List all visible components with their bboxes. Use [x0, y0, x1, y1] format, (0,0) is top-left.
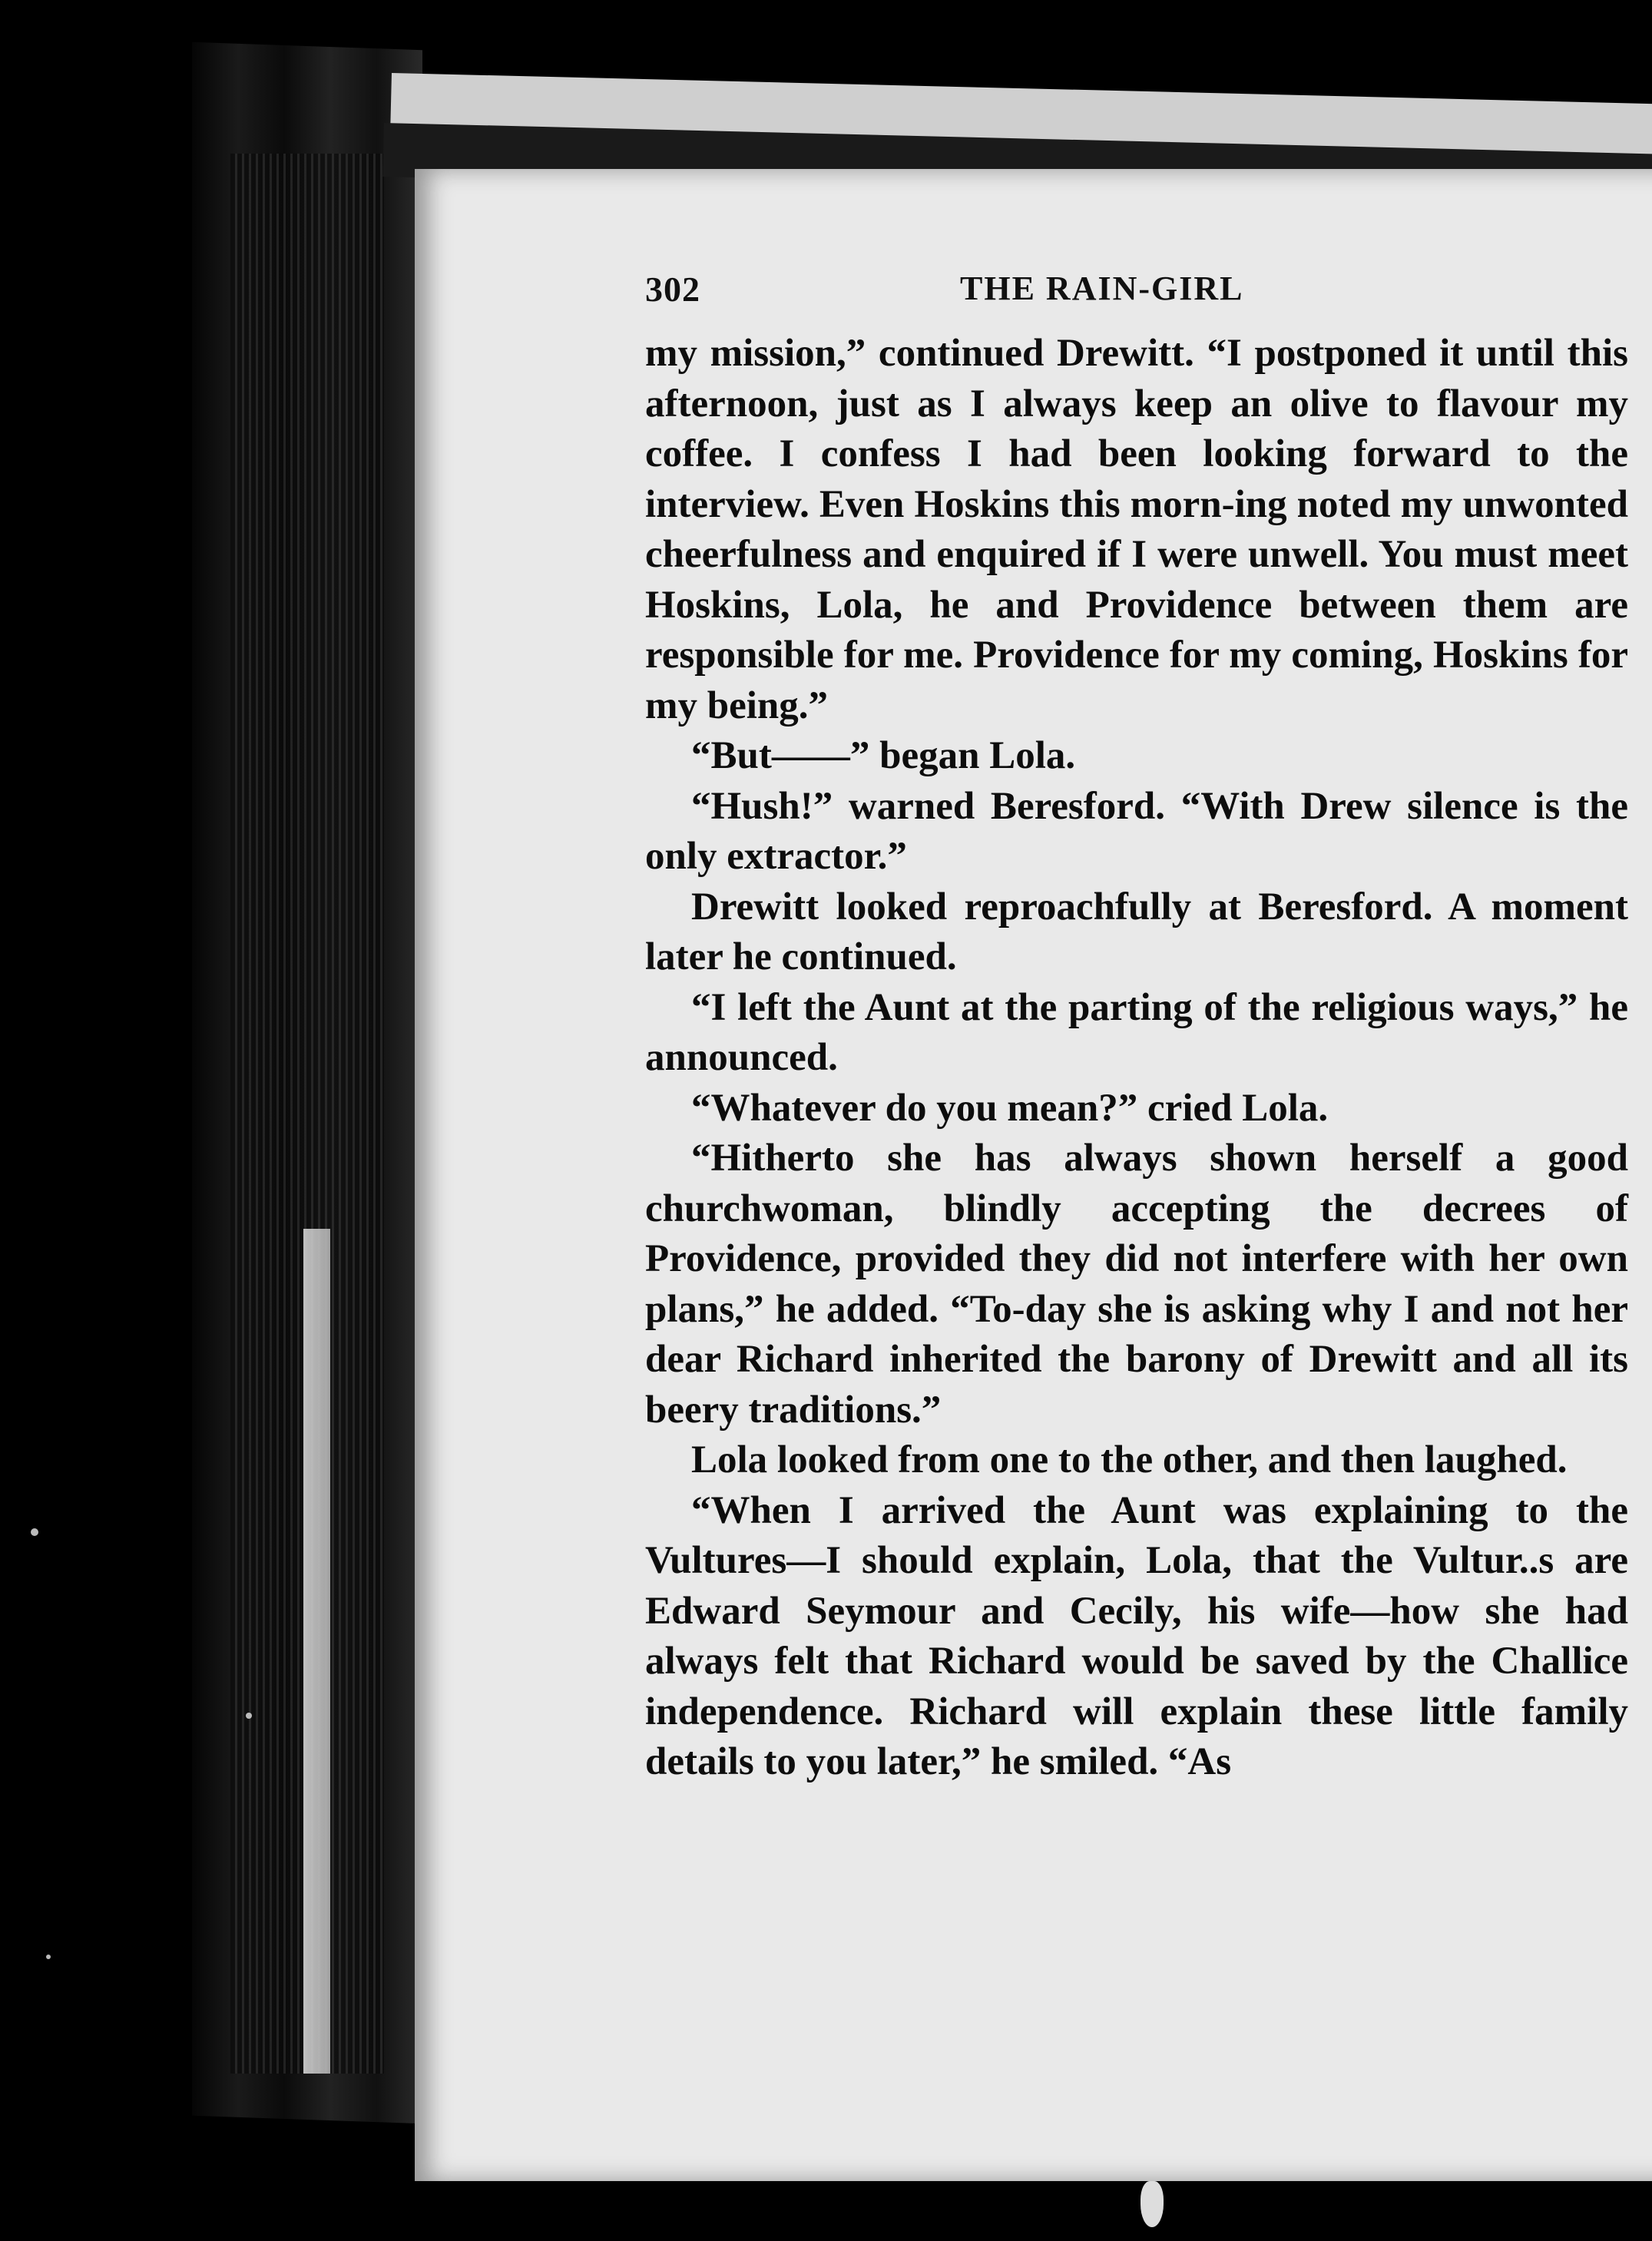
paragraph: “When I arrived the Aunt was explaining to the Vultures—I should explain, Lola, that the Vultur..s are Edward Seymour and Cecily, his wife—how she had always felt that Richard would be saved by the Challice independence. Richard will explain these little family details to you later,” he smiled. “As	[645, 1488, 1628, 1783]
paragraph: my mission,” continued Drewitt. “I postponed it until this afternoon, just as I always keep an olive to flavour my coffee. I confess I had been looking forward to the interview. Even Hoskins this morn-ing noted my unwonted cheerfulness and enquired if I were unwell. You must meet Hoskins, Lola, he and Providence between them are responsible for me. Providence for my coming, Hoskins for my being.”	[645, 332, 1628, 727]
dust-speck	[246, 1713, 252, 1719]
paragraph: Drewitt looked reproachfully at Beresford. A moment later he continued.	[645, 885, 1628, 978]
running-head	[645, 269, 1628, 323]
bottom-mark	[1141, 2181, 1164, 2227]
page-content	[645, 269, 1628, 1788]
page-edge-highlight	[303, 1229, 330, 2074]
page-number: 302	[645, 270, 700, 309]
body-text	[645, 329, 1628, 1788]
book-title: THE RAIN-GIRL	[960, 270, 1244, 307]
dust-speck	[46, 1955, 51, 1959]
book-page	[415, 169, 1652, 2181]
paragraph: “Hitherto she has always shown herself a good churchwoman, blindly accepting the decrees of Providence, provided they did not interfere with her own plans,” he added. “To-day she is asking why I and not her dear Richard inherited the barony of Drewitt and all its beery traditions.”	[645, 1137, 1628, 1432]
paragraph: “But——” began Lola.	[691, 734, 1076, 777]
paragraph: “Hush!” warned Beresford. “With Drew silence is the only extractor.”	[645, 784, 1628, 878]
paragraph: Lola looked from one to the other, and then laughed.	[691, 1438, 1568, 1481]
dust-speck	[31, 1528, 38, 1536]
paragraph: “Whatever do you mean?” cried Lola.	[691, 1086, 1329, 1130]
paragraph: “I left the Aunt at the parting of the religious ways,” he announced.	[645, 985, 1628, 1079]
